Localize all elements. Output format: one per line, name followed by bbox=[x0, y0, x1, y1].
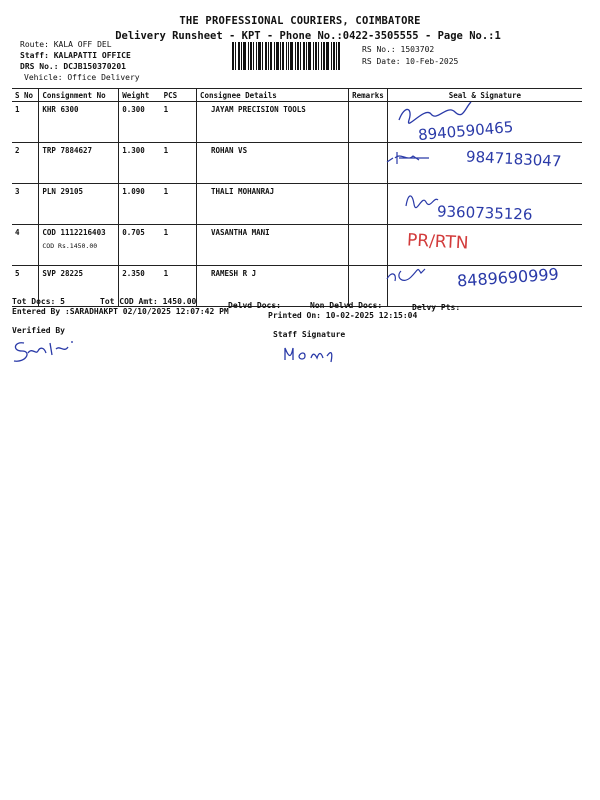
cell-consignment bbox=[39, 225, 119, 266]
cell-consignment: TRP 7884627 bbox=[39, 143, 119, 184]
handwritten-phone-row1: 8940590465 bbox=[417, 117, 515, 145]
total-cod-amount: Tot COD Amt: 1450.00 bbox=[100, 297, 197, 306]
cell-sno: 3 bbox=[12, 184, 39, 225]
total-docs: Tot Docs: 5 bbox=[12, 297, 65, 306]
col-header-consignment: Consignment No bbox=[39, 89, 119, 102]
delivery-points: Delvy Pts: bbox=[412, 303, 461, 312]
cell-remarks bbox=[349, 102, 388, 143]
col-header-remarks: Remarks bbox=[349, 89, 388, 102]
staff-signature-label: Staff Signature bbox=[273, 330, 346, 339]
col-header-pcs: PCS bbox=[161, 89, 197, 102]
handwritten-phone-row5: 8489690999 bbox=[456, 264, 560, 291]
cell-sno: 4 bbox=[12, 225, 39, 266]
cell-consignment: KHR 6300 bbox=[39, 102, 119, 143]
rs-no-label: RS No.: 1503702 bbox=[362, 45, 435, 54]
cell-sno: 5 bbox=[12, 266, 39, 307]
signature-scribble-row5 bbox=[383, 263, 443, 287]
non-delivered-docs: Non Delvd Docs: bbox=[310, 301, 383, 310]
cell-consignee: ROHAN VS bbox=[196, 143, 348, 184]
cell-weight: 1.300 bbox=[119, 143, 161, 184]
cell-sno: 1 bbox=[12, 102, 39, 143]
cell-pcs: 1 bbox=[161, 102, 197, 143]
cell-weight: 0.705 bbox=[119, 225, 161, 266]
drs-label: DRS No.: DCJB150370201 bbox=[20, 62, 126, 71]
cell-weight: 2.350 bbox=[119, 266, 161, 307]
rs-date-label: RS Date: 10-Feb-2025 bbox=[362, 57, 459, 66]
printed-on: Printed On: 10-02-2025 12:15:04 bbox=[268, 311, 418, 320]
cell-remarks bbox=[349, 225, 388, 266]
document-subtitle: Delivery Runsheet - KPT - Phone No.:0422-3505555 - Page No.:1 bbox=[115, 30, 501, 42]
verified-by-signature bbox=[10, 335, 80, 365]
cell-consignee: RAMESH R J bbox=[196, 266, 348, 307]
staff-label: Staff: KALAPATTI OFFICE bbox=[20, 51, 131, 60]
signature-scribble-row3 bbox=[402, 188, 442, 210]
col-header-sno: S No bbox=[12, 89, 39, 102]
return-stamp-mark: PR/RTN bbox=[406, 230, 469, 254]
cell-weight: 0.300 bbox=[119, 102, 161, 143]
cod-note: COD Rs.1450.00 bbox=[42, 242, 98, 250]
cell-consignment: SVP 28225 bbox=[39, 266, 119, 307]
handwritten-phone-row2: 9847183047 bbox=[465, 147, 562, 171]
col-header-consignee: Consignee Details bbox=[196, 89, 348, 102]
delivered-docs: Delvd Docs: bbox=[228, 301, 281, 310]
cell-consignee: THALI MOHANRAJ bbox=[196, 184, 348, 225]
verified-by-label: Verified By bbox=[12, 326, 65, 335]
entered-by: Entered By :SARADHAKPT 02/10/2025 12:07:42 PM bbox=[12, 307, 229, 316]
cell-weight: 1.090 bbox=[119, 184, 161, 225]
cell-sno: 2 bbox=[12, 143, 39, 184]
col-header-seal-signature: Seal & Signature bbox=[387, 89, 582, 102]
cell-pcs: 1 bbox=[161, 184, 197, 225]
cell-pcs: 1 bbox=[161, 225, 197, 266]
cell-pcs: 1 bbox=[161, 266, 197, 307]
cell-consignment: PLN 29105 bbox=[39, 184, 119, 225]
cell-consignment-number: COD 1112216403 bbox=[42, 228, 106, 237]
document-title: THE PROFESSIONAL COURIERS, COIMBATORE bbox=[179, 15, 421, 27]
vehicle-label: Vehicle: Office Delivery bbox=[24, 73, 140, 82]
cell-consignee: VASANTHA MANI bbox=[196, 225, 348, 266]
col-header-weight: Weight bbox=[119, 89, 161, 102]
barcode bbox=[232, 42, 350, 70]
table-row bbox=[12, 225, 582, 266]
cell-remarks bbox=[349, 143, 388, 184]
handwritten-phone-row3: 9360735126 bbox=[436, 202, 533, 224]
cell-consignee: JAYAM PRECISION TOOLS bbox=[196, 102, 348, 143]
table-header-row bbox=[12, 89, 582, 102]
cell-pcs: 1 bbox=[161, 143, 197, 184]
signature-scribble-row2 bbox=[385, 148, 445, 168]
route-label: Route: KALA OFF DEL bbox=[20, 40, 112, 49]
staff-signature bbox=[281, 342, 341, 364]
cell-remarks bbox=[349, 184, 388, 225]
